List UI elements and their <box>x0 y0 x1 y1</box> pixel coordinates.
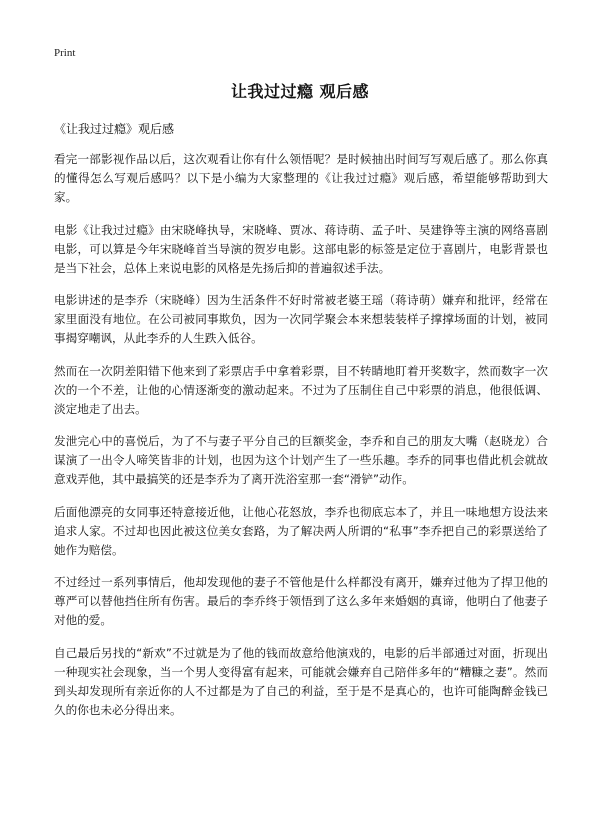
paragraph-conclusion: 自己最后另找的“新欢”不过就是为了他的钱而故意给他演戏的，电影的后半部通过对面，折现出一种现实社会现象，当一个男人变得富有起来，可能就会嫌弃自己陪伴多年的“糟糠之妻”。然而到头却发现所有亲近你的人不过都是为了自己的利益，至于是不是真心的，也许可能陶醉金钱已久的你也未必分得出来。 <box>54 645 548 717</box>
paragraph-intro: 看完一部影视作品以后，这次观看让你有什么领悟呢？是时候抽出时间写写观后感了。那么你真的懂得怎么写观后感吗？以下是小编为大家整理的《让我过过瘾》观后感，希望能够帮助到大家。 <box>54 152 548 204</box>
paragraph-realization: 不过经过一系列事情后，他却发现他的妻子不管他是什么样都没有离开，嫌弃过他为了捍卫他的尊严可以替他挡住所有伤害。最后的李乔终于领悟到了这么多年来婚姻的真谛，他明白了他妻子对他的爱。 <box>54 575 548 627</box>
document-body <box>54 150 548 733</box>
paragraph-scheme: 发泄完心中的喜悦后，为了不与妻子平分自己的巨额奖金，李乔和自己的朋友大嘴（赵晓龙）合谋演了一出令人啼笑皆非的计划，也因为这个计划产生了一些乐趣。李乔的同事也借此机会就故意戏弄他，其中最搞笑的还是李乔为了离开洗浴室那一套“滑铲”动作。 <box>54 434 548 486</box>
print-label: Print <box>54 47 76 59</box>
paragraph-lottery: 然而在一次阴差阳错下他来到了彩票店手中拿着彩票，目不转睛地盯着开奖数字，然而数字一次次的一个不差，让他的心情逐渐变的激动起来。不过为了压制住自己中彩票的消息，他很低调、淡定地走了出去。 <box>54 363 548 416</box>
paragraph-plot-setup: 电影讲述的是李乔（宋晓峰）因为生活条件不好时常被老婆王瑶（蒋诗萌）嫌弃和批评，经常在家里面没有地位。在公司被同事欺负，因为一次同学聚会本来想装装样子撑撑场面的计划，被同事揭穿嘲讽，从此李乔的人生跌入低谷。 <box>54 293 548 345</box>
paragraph-film-info: 电影《让我过过瘾》由宋晓峰执导，宋晓峰、贾冰、蒋诗萌、孟子叶、吴建铮等主演的网络喜剧电影，可以算是今年宋晓峰首当导演的贺岁电影。这部电影的标签是定位于喜剧片，电影背景也是当下社会，总体上来说电影的风格是先扬后抑的普遍叙述手法。 <box>54 222 548 275</box>
document-subtitle: 《让我过过瘾》观后感 <box>54 122 175 136</box>
document-title: 让我过过瘾 观后感 <box>230 82 370 101</box>
paragraph-coworker: 后面他漂亮的女同事还特意接近他，让他心花怒放，李乔也彻底忘本了，并且一味地想方设法来追求人家。不过却也因此被这位美女套路，为了解决两人所谓的“私事”李乔把自己的彩票送给了她作为赔偿。 <box>54 504 548 557</box>
